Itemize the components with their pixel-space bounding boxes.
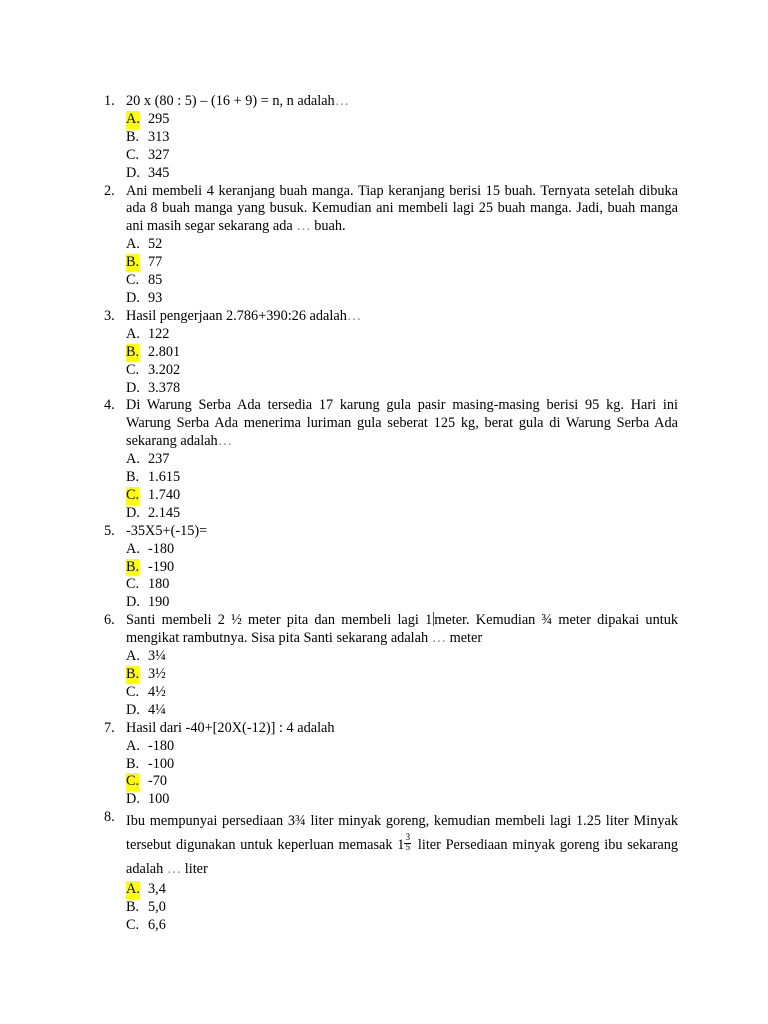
- option-a: [126, 541, 678, 559]
- question-number: 2.: [104, 182, 115, 199]
- option-letter: D.: [126, 791, 140, 808]
- option-b: [126, 666, 678, 684]
- question-number: 7.: [104, 719, 115, 736]
- fraction: [404, 834, 411, 853]
- option-letter: C.: [126, 272, 140, 289]
- question-list: [104, 93, 678, 935]
- option-text: 4½: [148, 683, 166, 700]
- ellipsis: …: [431, 630, 447, 647]
- option-letter-highlighted: B.: [126, 254, 140, 271]
- question-text: -35X5+(-15)=: [126, 522, 208, 539]
- option-b: [126, 756, 678, 774]
- question-text: Santi membeli 2 ½ meter pita dan membeli lagi 1 meter. Kemudian ¾ meter dipakai untuk mengikat rambutnya. Sisa pita Santi sekarang adalah … meter: [126, 612, 679, 647]
- option-d: [126, 290, 678, 308]
- option-d: [126, 505, 678, 523]
- question-8: [104, 809, 678, 935]
- option-list: [126, 451, 678, 523]
- option-list: [126, 541, 678, 613]
- option-letter-highlighted: A.: [126, 881, 140, 898]
- option-text: 3,4: [148, 881, 166, 898]
- option-list: [126, 881, 678, 935]
- option-d: [126, 380, 678, 398]
- option-a: [126, 648, 678, 666]
- option-text: 4¼: [148, 701, 166, 718]
- question-text: 20 x (80 : 5) – (16 + 9) = n, n adalah…: [126, 93, 349, 109]
- option-text: 3¼: [148, 648, 166, 665]
- option-text: 6,6: [148, 917, 166, 934]
- option-c: [126, 272, 678, 290]
- option-text: 52: [148, 236, 163, 253]
- option-list: [126, 111, 678, 183]
- question-text: Hasil pengerjaan 2.786+390:26 adalah…: [126, 307, 362, 324]
- option-letter: A.: [126, 236, 140, 253]
- option-text: 3.202: [148, 361, 181, 378]
- option-text: 2.145: [148, 504, 181, 521]
- option-a: [126, 738, 678, 756]
- question-5: [104, 523, 678, 613]
- option-text: 295: [148, 110, 170, 127]
- option-text: 85: [148, 272, 163, 289]
- option-letter: A.: [126, 325, 140, 342]
- question-text: Di Warung Serba Ada tersedia 17 karung gula pasir masing-masing berisi 95 kg. Hari ini Warung Serba Ada menerima luriman gula seberat 125 kg, berat gula di Warung Serba Ada sekarang adalah…: [126, 397, 678, 450]
- fraction-numerator: 3: [405, 833, 411, 844]
- option-c: [126, 576, 678, 594]
- ellipsis: …: [346, 307, 362, 324]
- option-c: [126, 773, 678, 791]
- question-number: 5.: [104, 522, 115, 539]
- option-list: [126, 236, 678, 308]
- option-letter: D.: [126, 164, 140, 181]
- option-text: 345: [148, 164, 170, 181]
- option-a: [126, 236, 678, 254]
- option-text: 5,0: [148, 899, 166, 916]
- option-letter: C.: [126, 361, 140, 378]
- ellipsis: …: [217, 433, 232, 450]
- option-b: [126, 559, 678, 577]
- fraction-denominator: 5: [405, 843, 411, 854]
- question-number: 1.: [104, 93, 115, 109]
- option-d: [126, 702, 678, 720]
- option-c: [126, 487, 678, 505]
- option-d: [126, 791, 678, 809]
- ellipsis: …: [296, 218, 311, 235]
- option-letter: D.: [126, 504, 140, 521]
- question-2: [104, 183, 678, 308]
- option-letter: C.: [126, 576, 140, 593]
- option-letter: A.: [126, 737, 140, 754]
- question-text: Hasil dari -40+[20X(-12)] : 4 adalah: [126, 719, 335, 736]
- question-text: Ibu mempunyai persediaan 3¾ liter minyak goreng, kemudian membeli lagi 1.25 liter Minyak tersebut digunakan untuk keperluan memasak 1 $\frac{3}{5}$ liter Persediaan minyak goreng ibu sekarang adalah … liter: [126, 813, 679, 878]
- option-letter: B.: [126, 755, 140, 772]
- option-text: -180: [148, 737, 175, 754]
- question-7: [104, 720, 678, 810]
- option-text: 3½: [148, 666, 166, 682]
- option-list: [126, 738, 678, 810]
- option-a: [126, 111, 678, 129]
- option-letter-highlighted: C.: [126, 486, 140, 503]
- option-b: [126, 344, 678, 362]
- option-letter: A.: [126, 648, 140, 665]
- option-b: [126, 469, 678, 487]
- question-1: [104, 93, 678, 183]
- option-c: [126, 684, 678, 702]
- option-letter: A.: [126, 451, 140, 468]
- option-d: [126, 165, 678, 183]
- ellipsis: …: [334, 93, 349, 109]
- option-letter: B.: [126, 128, 140, 145]
- option-letter: C.: [126, 146, 140, 163]
- option-text: 1.615: [148, 469, 181, 486]
- option-b: [126, 129, 678, 147]
- option-text: 3.378: [148, 379, 181, 396]
- option-text: -190: [148, 558, 175, 575]
- question-number: 8.: [104, 809, 115, 826]
- option-letter: B.: [126, 899, 140, 916]
- option-letter-highlighted: C.: [126, 773, 140, 790]
- option-a: [126, 326, 678, 344]
- option-text: 180: [148, 576, 170, 593]
- option-text: -100: [148, 755, 175, 772]
- option-text: 122: [148, 325, 170, 342]
- question-text: Ani membeli 4 keranjang buah manga. Tiap keranjang berisi 15 buah. Ternyata setelah dibuka ada 8 buah manga yang busuk. Kemudian ani membeli lagi 25 buah manga. Jadi, buah manga ani masih segar sekarang ada … buah.: [126, 182, 678, 235]
- option-text: 93: [148, 289, 163, 306]
- option-list: [126, 326, 678, 398]
- question-number: 4.: [104, 397, 115, 414]
- option-b: [126, 899, 678, 917]
- option-letter-highlighted: B.: [126, 666, 140, 682]
- option-letter-highlighted: B.: [126, 343, 140, 360]
- option-letter: D.: [126, 379, 140, 396]
- question-number: 3.: [104, 307, 115, 324]
- option-letter-highlighted: B.: [126, 558, 140, 575]
- option-letter: D.: [126, 594, 140, 611]
- option-letter: D.: [126, 289, 140, 306]
- option-b: [126, 254, 678, 272]
- option-letter: B.: [126, 469, 140, 486]
- option-a: [126, 881, 678, 899]
- option-c: [126, 147, 678, 165]
- question-3: [104, 308, 678, 398]
- option-d: [126, 594, 678, 612]
- option-letter-highlighted: A.: [126, 110, 140, 127]
- option-text: 77: [148, 254, 163, 271]
- question-number: 6.: [104, 612, 115, 629]
- option-c: [126, 917, 678, 935]
- option-text: -180: [148, 540, 175, 557]
- question-4: [104, 397, 678, 522]
- ellipsis: …: [166, 861, 182, 878]
- option-text: 1.740: [148, 486, 181, 503]
- question-6: [104, 612, 678, 719]
- option-letter: C.: [126, 917, 140, 934]
- option-letter: D.: [126, 701, 140, 718]
- option-text: -70: [148, 773, 168, 790]
- option-list: [126, 648, 678, 720]
- option-a: [126, 451, 678, 469]
- option-text: 190: [148, 594, 170, 611]
- option-text: 2.801: [148, 343, 181, 360]
- option-text: 313: [148, 128, 170, 145]
- option-text: 237: [148, 451, 170, 468]
- option-c: [126, 362, 678, 380]
- option-text: 100: [148, 791, 170, 808]
- option-letter: A.: [126, 540, 140, 557]
- option-text: 327: [148, 146, 170, 163]
- option-letter: C.: [126, 683, 140, 700]
